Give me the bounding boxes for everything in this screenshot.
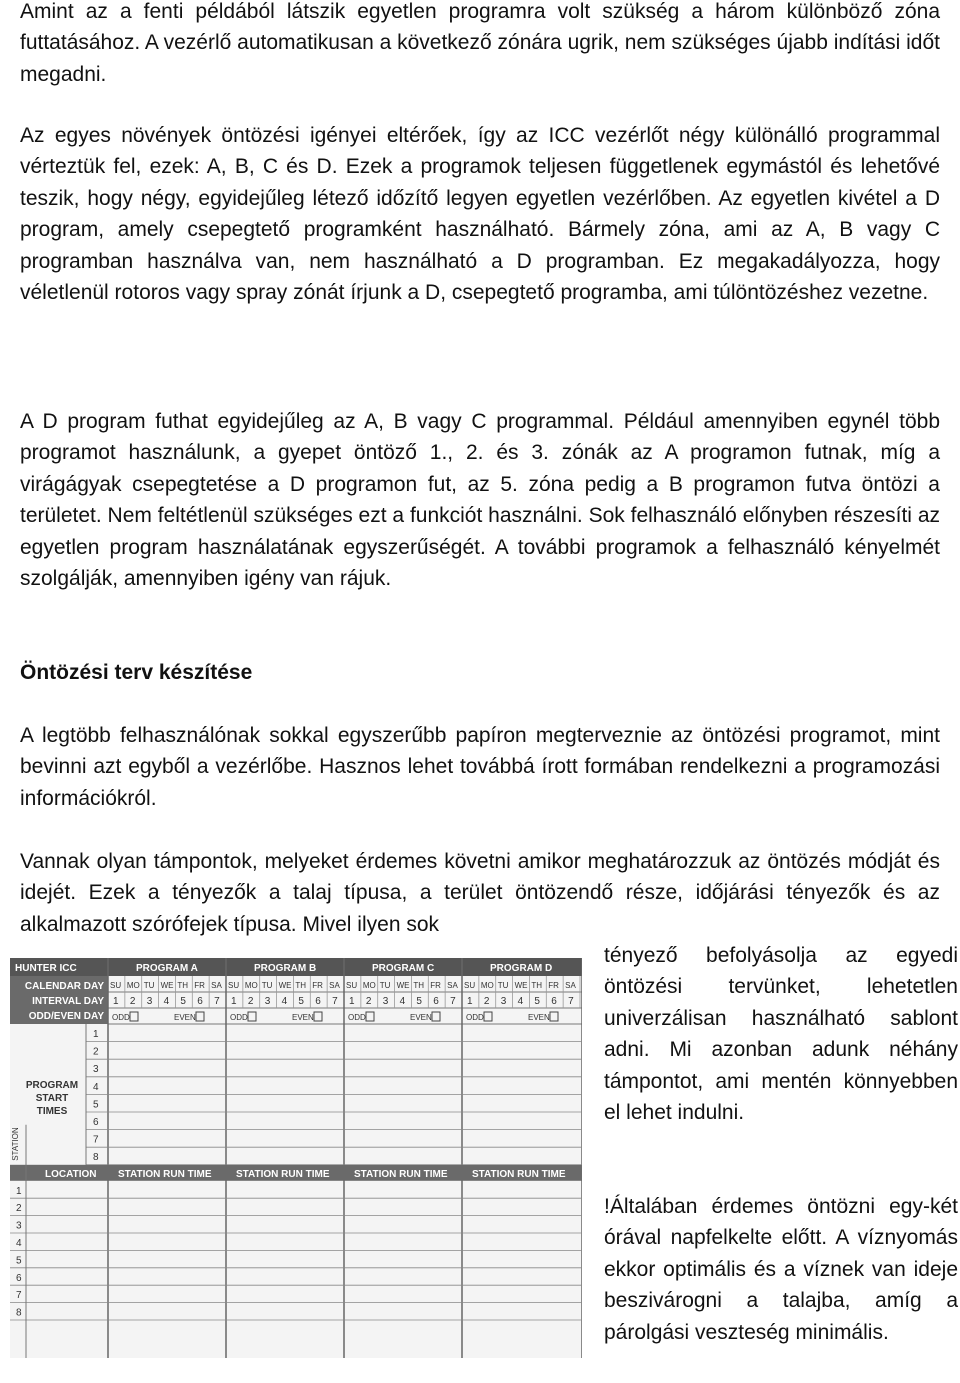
station-run-time-label: STATION RUN TIME (472, 1168, 566, 1180)
row-label: CALENDAR DAY (24, 981, 104, 992)
interval-day: 2 (247, 996, 254, 1007)
planning-paragraph: A legtöbb felhasználónak sokkal egyszerűbb papíron megterveznie az öntözési programot, mint bevinni azt egyből a vezérlőbe. Hasznos lehet továbbá írott formában rendelkezni a programozási információkról. (20, 724, 940, 810)
start-time-number: 4 (93, 1081, 99, 1093)
calendar-day: SU (464, 981, 476, 990)
interval-day: 3 (382, 996, 389, 1007)
interval-day: 4 (281, 996, 288, 1007)
form-drawing (10, 958, 582, 1358)
interval-day: 2 (483, 996, 490, 1007)
station-label: STATION (11, 1127, 20, 1161)
calendar-day: TH (413, 981, 425, 990)
program-d-paragraph: A D program futhat egyidejűleg az A, B vagy C programmal. Például amennyiben egynél több programot használunk, a gyepet öntöző 1., 2. és 3. zónák az A programon futnak, míg a virágágyak csepegtetése a D programon fut, az 5. zóna pedig a B programon futva öntözi a területet. Nem feltétlenül szükséges ezt a funkciót használni. Sok felhasználó előnyben részesíti az egyetlen program használatának egyszerűségét. A további programok a felhasználó kényelmét szolgálják, amennyiben igény van rájuk. (20, 410, 940, 591)
calendar-day: FR (548, 981, 559, 990)
interval-day: 1 (231, 996, 237, 1007)
interval-day: 1 (349, 996, 355, 1007)
start-time-number: 1 (93, 1029, 99, 1040)
start-times-label: START (35, 1093, 69, 1104)
even-label: EVEN (292, 1013, 314, 1022)
interval-day: 3 (264, 996, 271, 1007)
interval-day: 4 (163, 996, 170, 1007)
station-number: 8 (16, 1307, 22, 1319)
interval-day: 4 (517, 996, 524, 1007)
station-run-time-label: STATION RUN TIME (236, 1168, 330, 1180)
interval-day: 1 (467, 996, 473, 1007)
odd-label: ODD (112, 1013, 130, 1022)
interval-day: 7 (332, 996, 338, 1007)
start-time-number: 3 (93, 1064, 99, 1076)
calendar-day: SU (228, 981, 240, 990)
station-number: 7 (16, 1290, 22, 1302)
interval-day: 3 (500, 996, 507, 1007)
start-times-label: TIMES (36, 1106, 68, 1117)
odd-checkbox (248, 1012, 256, 1021)
calendar-day: SA (565, 981, 576, 990)
calendar-day: TH (531, 981, 543, 990)
calendar-day: TU (379, 981, 391, 990)
row-label: ODD/EVEN DAY (28, 1011, 104, 1022)
odd-label: ODD (230, 1013, 248, 1022)
form-title: HUNTER ICC (15, 963, 77, 974)
calendar-day: SA (329, 981, 340, 990)
interval-day: 3 (146, 996, 153, 1007)
calendar-day: SA (211, 981, 222, 990)
odd-checkbox (366, 1012, 374, 1021)
location-label: LOCATION (45, 1168, 97, 1180)
station-number: 2 (16, 1203, 22, 1215)
interval-day: 7 (214, 996, 220, 1007)
interval-day: 6 (433, 996, 439, 1007)
calendar-day: SU (346, 981, 358, 990)
station-number: 6 (16, 1272, 22, 1284)
interval-day: 1 (113, 996, 119, 1007)
row-label: INTERVAL DAY (32, 996, 104, 1007)
interval-day: 5 (534, 996, 540, 1007)
even-label: EVEN (174, 1013, 196, 1022)
even-checkbox (196, 1012, 204, 1021)
calendar-day: FR (430, 981, 441, 990)
calendar-day: WE (160, 981, 174, 990)
side-paragraph-2: !Általában érdemes öntözni egy-két órával napfelkelte előtt. A víznyomás ekkor optimális és a víznek van ideje beszivárogni a talajba, amíg a párolgási veszteség minimális. (604, 1195, 958, 1344)
intro-paragraph: Amint az a fenti példából látszik egyetlen programra volt szükség a három különböző zóna futtatásához. A vezérlő automatikusan a következő zónára ugrik, nem szükséges újabb indítási időt megadni. (20, 0, 940, 86)
calendar-day: SA (447, 981, 458, 990)
calendar-day: MO (362, 981, 376, 990)
interval-day: 5 (298, 996, 304, 1007)
start-time-number: 6 (93, 1117, 99, 1128)
even-label: EVEN (528, 1013, 550, 1022)
calendar-day: MO (480, 981, 494, 990)
calendar-day: TU (143, 981, 155, 990)
interval-day: 7 (568, 996, 574, 1007)
even-checkbox (432, 1012, 440, 1021)
start-time-number: 8 (93, 1152, 99, 1164)
program-header: PROGRAM C (372, 963, 435, 974)
calendar-day: TU (261, 981, 273, 990)
calendar-day: WE (278, 981, 292, 990)
program-header: PROGRAM D (490, 963, 553, 974)
start-time-number: 2 (93, 1046, 99, 1058)
station-run-time-label: STATION RUN TIME (354, 1168, 448, 1180)
section-heading: Öntözési terv készítése (20, 661, 253, 684)
start-time-number: 7 (93, 1134, 99, 1146)
calendar-day: TU (497, 981, 509, 990)
interval-day: 5 (180, 996, 186, 1007)
program-header: PROGRAM B (254, 963, 317, 974)
calendar-day: MO (244, 981, 258, 990)
calendar-day: MO (126, 981, 140, 990)
calendar-day: TH (295, 981, 307, 990)
calendar-day: TH (177, 981, 189, 990)
interval-day: 2 (365, 996, 372, 1007)
calendar-day: SU (110, 981, 122, 990)
station-number: 4 (16, 1238, 22, 1249)
calendar-day: FR (194, 981, 205, 990)
even-checkbox (314, 1012, 322, 1021)
interval-day: 6 (197, 996, 203, 1007)
station-number: 3 (16, 1220, 22, 1232)
calendar-day: WE (396, 981, 410, 990)
odd-checkbox (484, 1012, 492, 1021)
side-paragraph-1: tényező befolyásolja az egyedi öntözési tervünket, lehetetlen univerzálisan használható sablont adni. Mi azonban adunk néhány támpontot, ami mentén könnyebben el lehet indulni. (604, 944, 958, 1125)
odd-label: ODD (348, 1013, 366, 1022)
programs-paragraph: Az egyes növények öntözési igényei eltérőek, így az ICC vezérlőt négy különálló programmal vérteztük fel, ezek: A, B, C és D. Ezek a programok teljesen függetlenek egymástól és lehetővé teszik, hogy négy, egyidejűleg létező időzítő legyen egyetlen vezérlőben. Az egyetlen kivétel a D program, amely csepegtető programként használható. Bármely zóna, ami az A, B vagy C programban használva van, nem használható a D programban. Ez megakadályozza, hogy véletlenül rotoros vagy spray zónát írjunk a D, csepegtető programba, ami túlöntözéshez vezetne. (20, 124, 940, 305)
interval-day: 7 (450, 996, 456, 1007)
interval-day: 2 (129, 996, 136, 1007)
calendar-day: WE (514, 981, 528, 990)
start-time-number: 5 (93, 1099, 99, 1111)
interval-day: 5 (416, 996, 422, 1007)
interval-day: 6 (551, 996, 557, 1007)
start-times-label: PROGRAM (25, 1080, 79, 1091)
program-header: PROGRAM A (136, 963, 198, 974)
interval-day: 4 (399, 996, 406, 1007)
interval-day: 6 (315, 996, 321, 1007)
station-number: 1 (16, 1185, 22, 1197)
even-checkbox (550, 1012, 558, 1021)
odd-label: ODD (466, 1013, 484, 1022)
even-label: EVEN (410, 1013, 432, 1022)
hunter-icc-program-form (10, 958, 582, 1358)
station-number: 5 (16, 1255, 22, 1267)
guidelines-paragraph: Vannak olyan támpontok, melyeket érdemes követni amikor meghatározzuk az öntözés módját és idejét. Ezek a tényezők a talaj típusa, a terület öntözendő része, időjárási tényezők és az alkalmazott szórófejek típusa. Mivel ilyen sok (20, 850, 940, 936)
calendar-day: FR (312, 981, 323, 990)
odd-checkbox (130, 1012, 138, 1021)
station-run-time-label: STATION RUN TIME (118, 1168, 212, 1180)
